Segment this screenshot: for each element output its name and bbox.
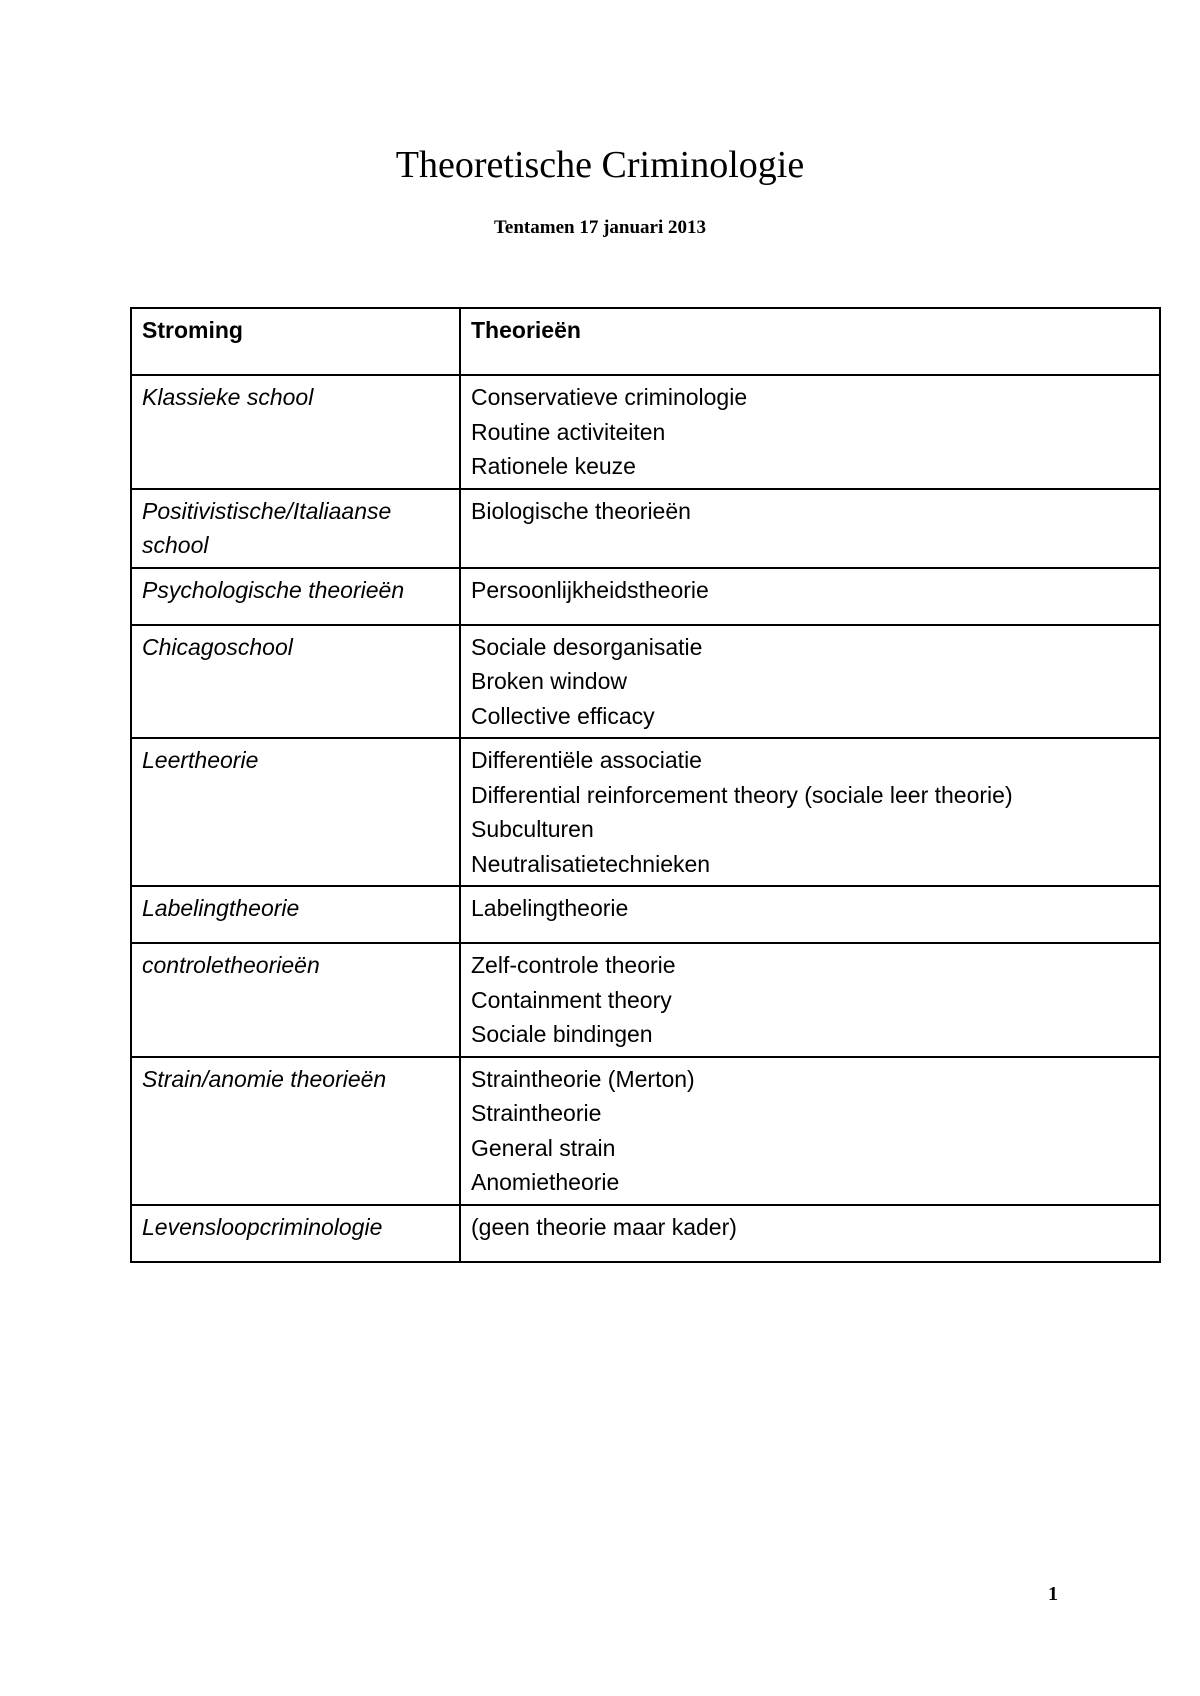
stroming-line: Psychologische theorieën <box>142 576 405 603</box>
stroming-cell <box>131 568 460 625</box>
theorieen-cell <box>460 625 1160 739</box>
theorie-line: (geen theorie maar kader) <box>471 1213 737 1240</box>
theorie-line: Subculturen <box>471 816 594 842</box>
theorie-line: Labelingtheorie <box>471 895 629 921</box>
theorieen-cell <box>460 375 1160 489</box>
theorie-line: Conservatieve criminologie <box>471 384 748 410</box>
header-theorieen: Theorieën <box>460 308 1160 375</box>
stroming-cell <box>131 738 460 886</box>
theorie-line: Persoonlijkheidstheorie <box>471 576 709 603</box>
table-row <box>131 1057 1160 1205</box>
theorie-line: Containment theory <box>471 986 672 1013</box>
theorie-line: Anomietheorie <box>471 1169 620 1195</box>
stroming-cell <box>131 375 460 489</box>
page-number: 1 <box>1048 1583 1058 1605</box>
header-stroming: Stroming <box>131 308 460 375</box>
stroming-cell <box>131 1205 460 1262</box>
theorie-line: Biologische theorieën <box>471 497 691 524</box>
theorie-line: Neutralisatietechnieken <box>471 850 711 877</box>
stroming-line: Klassieke school <box>142 384 314 410</box>
theorieen-cell <box>460 738 1160 886</box>
table-header-row <box>131 308 1160 375</box>
table-row <box>131 375 1160 489</box>
theorie-line: Differentiële associatie <box>471 747 702 773</box>
theorie-line: Sociale desorganisatie <box>471 633 703 660</box>
stroming-cell <box>131 625 460 739</box>
table-row <box>131 886 1160 943</box>
table-body <box>131 375 1160 1262</box>
stroming-line: Leertheorie <box>142 747 259 773</box>
document-subtitle: Tentamen 17 januari 2013 <box>493 217 706 238</box>
table-row <box>131 943 1160 1057</box>
stroming-line: Labelingtheorie <box>142 895 300 921</box>
stroming-cell <box>131 886 460 943</box>
stroming-line: controletheorieën <box>142 952 320 978</box>
table-row <box>131 568 1160 625</box>
table-row <box>131 625 1160 739</box>
stroming-cell <box>131 1057 460 1205</box>
stroming-line: Levensloopcriminologie <box>142 1213 383 1240</box>
theorie-line: Sociale bindingen <box>471 1021 653 1047</box>
stroming-line: Positivistische/Italiaanse <box>142 497 392 524</box>
theorieen-cell <box>460 943 1160 1057</box>
theorieen-cell <box>460 568 1160 625</box>
stroming-line: school <box>142 532 209 558</box>
stroming-line: Strain/anomie theorieën <box>142 1065 387 1092</box>
theorie-line: General strain <box>471 1134 616 1161</box>
theorie-line: Zelf-controle theorie <box>471 952 676 978</box>
table-row <box>131 1205 1160 1262</box>
document-title: Theoretische Criminologie <box>395 144 805 186</box>
theorie-line: Routine activiteiten <box>471 418 666 445</box>
theorie-line: Straintheorie <box>471 1100 602 1126</box>
theorieen-cell <box>460 489 1160 568</box>
stroming-cell <box>131 489 460 568</box>
theories-table <box>130 307 1161 1263</box>
theorie-line: Collective efficacy <box>471 702 655 729</box>
theorieen-cell <box>460 1205 1160 1262</box>
theorie-line: Straintheorie (Merton) <box>471 1065 695 1092</box>
theorieen-cell <box>460 886 1160 943</box>
theorie-line: Rationele keuze <box>471 453 636 479</box>
table-row <box>131 489 1160 568</box>
theorie-line: Broken window <box>471 668 627 694</box>
stroming-line: Chicagoschool <box>142 633 293 660</box>
table-row <box>131 738 1160 886</box>
theorie-line: Differential reinforcement theory (sociale leer theorie) <box>471 781 1013 808</box>
stroming-cell <box>131 943 460 1057</box>
theorieen-cell <box>460 1057 1160 1205</box>
